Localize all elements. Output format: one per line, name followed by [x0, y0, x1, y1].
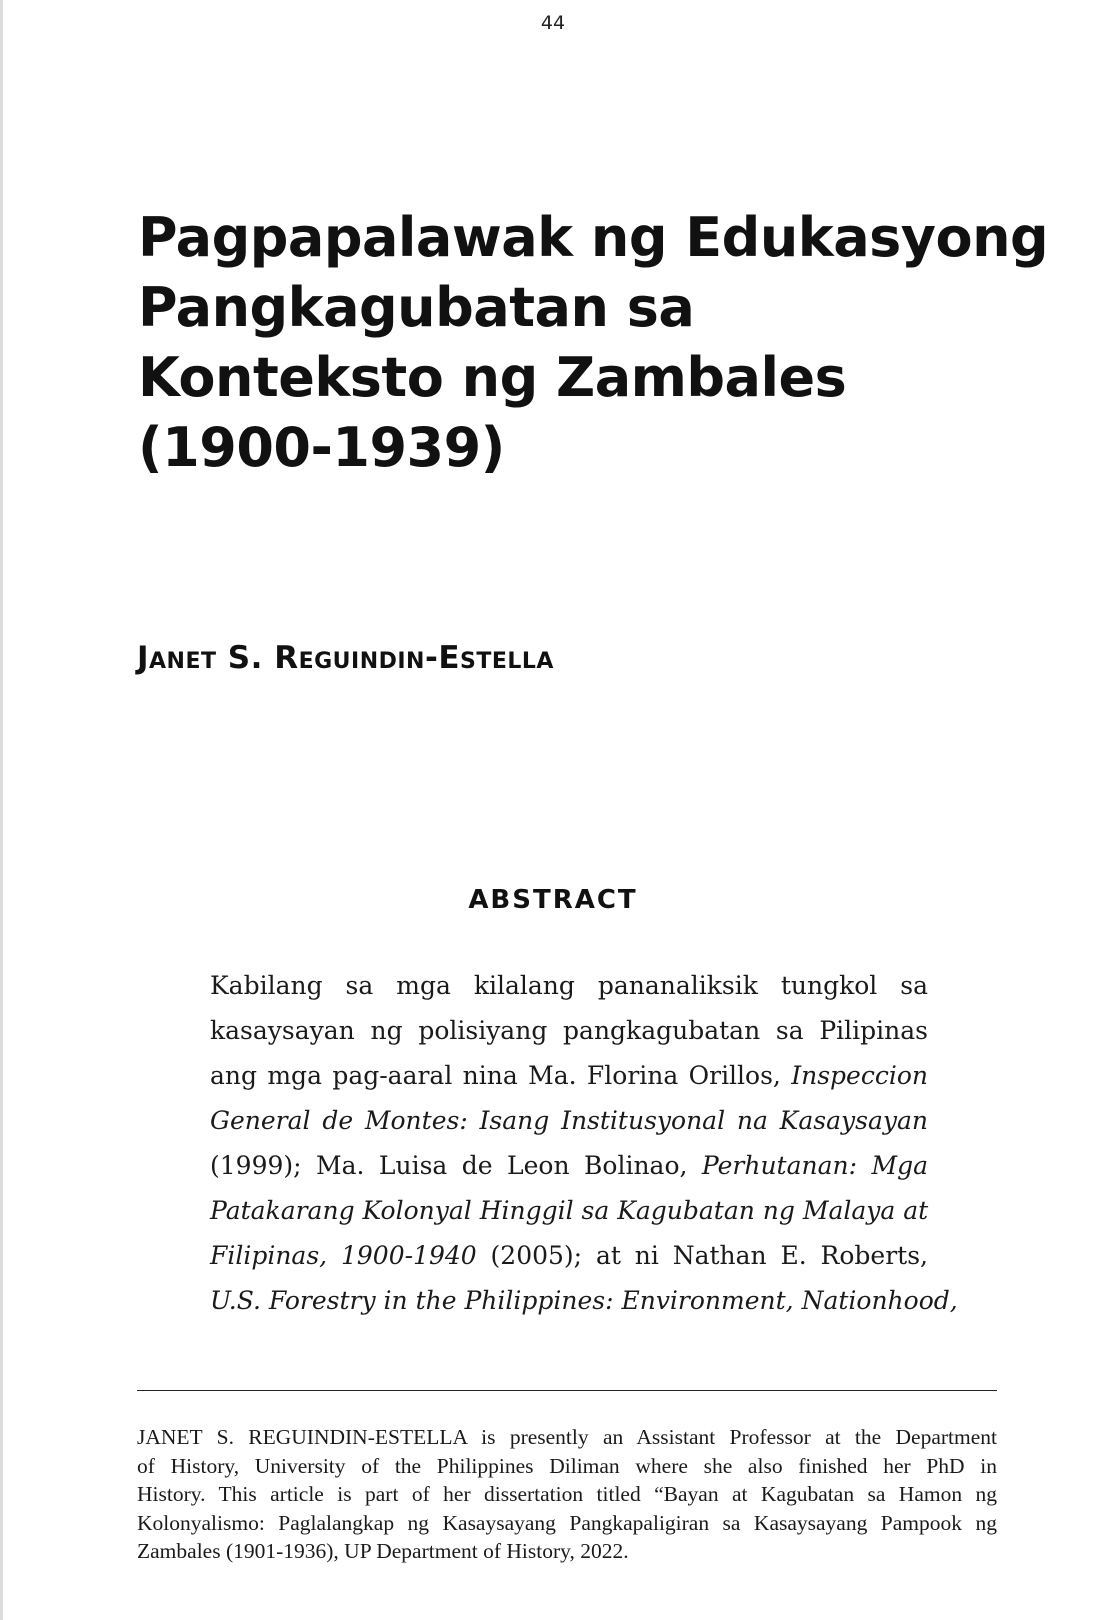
abstract-line: Filipinas, 1900-1940 (2005); at ni Nathan E. Roberts, — [210, 1241, 928, 1270]
page-number: 44 — [540, 12, 566, 34]
footnote-line: JANET S. REGUINDIN-ESTELLA is presently an Assistant Professor at the Department — [137, 1425, 997, 1449]
footnote-divider — [137, 1390, 997, 1391]
abstract-heading: ABSTRACT — [468, 885, 638, 915]
title-line: Pangkagubatan sa — [138, 276, 695, 339]
author-name: Janet S. Reguindin-Estella — [137, 640, 554, 676]
page-edge — [0, 0, 3, 1620]
abstract-line: U.S. Forestry in the Philippines: Environment, Nationhood, — [210, 1286, 958, 1315]
abstract-body — [210, 963, 958, 1323]
abstract-line: Kabilang sa mga kilalang pananaliksik tungkol sa — [210, 971, 928, 1000]
footnote-line: History. This article is part of her dissertation titled “Bayan at Kagubatan sa Hamon ng — [137, 1482, 997, 1506]
footnote-line: Kolonyalismo: Paglalangkap ng Kasaysayang Pangkapaligiran sa Kasaysayang Pampook ng — [137, 1510, 997, 1535]
title-line: (1900-1939) — [138, 416, 505, 479]
abstract-line: (1999); Ma. Luisa de Leon Bolinao, Perhutanan: Mga — [210, 1151, 928, 1180]
abstract-line: ang mga pag-aaral nina Ma. Florina Orillos, Inspeccion — [210, 1061, 928, 1090]
author-footnote — [137, 1423, 997, 1566]
abstract-line: kasaysayan ng polisiyang pangkagubatan sa Pilipinas — [210, 1016, 928, 1045]
title-line: Konteksto ng Zambales — [138, 346, 847, 409]
footnote-line: Zambales (1901-1936), UP Department of History, 2022. — [137, 1539, 629, 1563]
abstract-line: Patakarang Kolonyal Hinggil sa Kagubatan ng Malaya at — [210, 1196, 929, 1225]
abstract-line: General de Montes: Isang Institusyonal na Kasaysayan — [210, 1106, 928, 1135]
title-line: Pagpapalawak ng Edukasyong — [138, 206, 1049, 269]
footnote-line: of History, University of the Philippines Diliman where she also finished her PhD in — [137, 1453, 997, 1478]
article-title — [138, 203, 1049, 483]
